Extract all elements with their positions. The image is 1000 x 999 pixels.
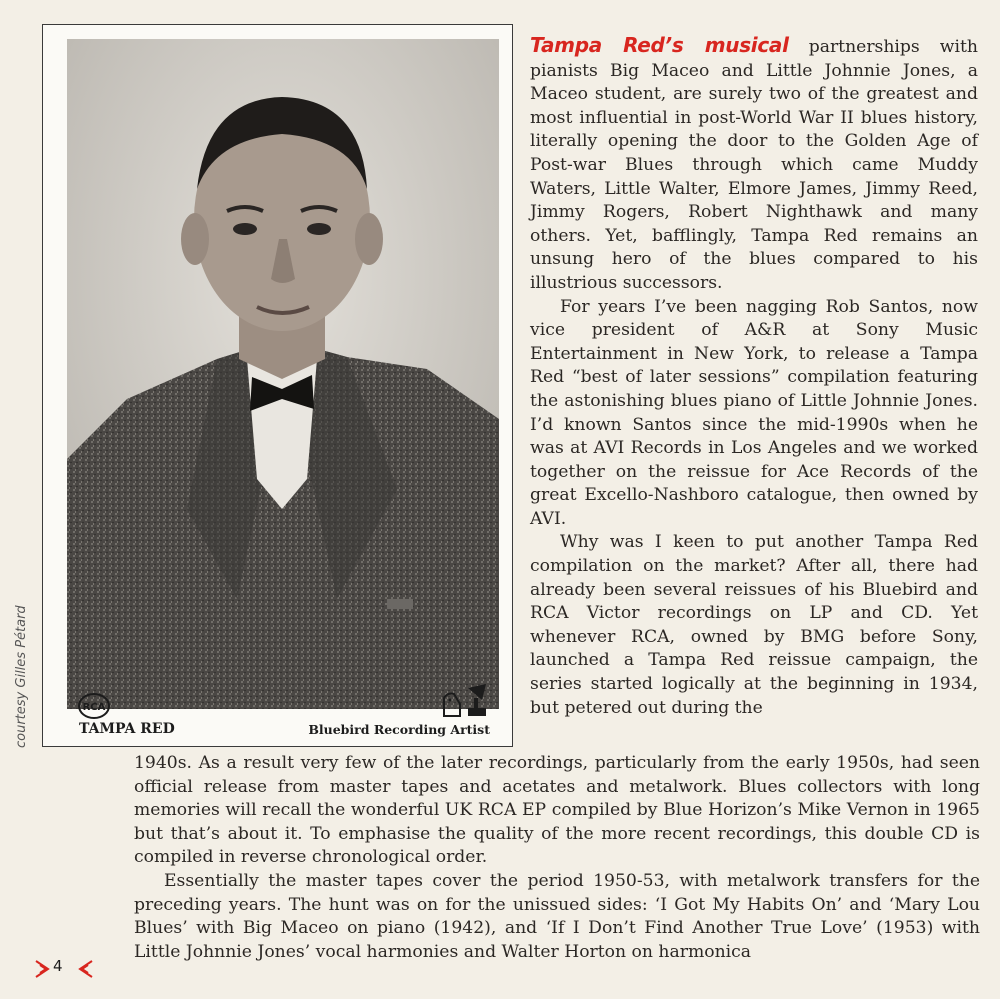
svg-text:RCA: RCA bbox=[82, 702, 106, 713]
photo-card bbox=[42, 24, 513, 747]
photo-credit: courtesy Gilles Pétard bbox=[14, 605, 29, 748]
portrait-photo bbox=[67, 39, 499, 709]
paragraph-1-text: partnerships with pianists Big Maceo and Little Johnnie Jones, a Maceo student, are surely two of the greatest and most influential in post-World War II blues history, literally opening the door to the Golden Age of Post-war Blues through which came Muddy Waters, Little Walter, Elmore James, Jimmy Reed, Jimmy Rogers, Robert Nighthawk and many others. Yet, bafflingly, Tampa Red remains an unsung hero of the blues compared to his illustrious successors. bbox=[530, 37, 978, 293]
article-paragraph-1 bbox=[530, 34, 978, 296]
lead-in: Tampa Red’s musical bbox=[530, 33, 789, 57]
article-column-full bbox=[134, 752, 980, 964]
article-paragraph-3-end: 1940s. As a result very few of the later recordings, particularly from the early 1950s, had seen official release from master tapes and acetates and metalwork. Blues collectors with long memories will recall the wonderful UK RCA EP compiled by Blue Horizon’s Mike Vernon in 1965 but that’s about it. To emphasise the quality of the more recent recordings, this double CD is compiled in reverse chronological order. bbox=[134, 753, 980, 868]
photo-caption-label: Bluebird Recording Artist bbox=[308, 722, 490, 737]
article-column-right bbox=[530, 34, 978, 720]
page-number-ornament-icon bbox=[34, 955, 94, 983]
page-number-value: 4 bbox=[53, 957, 63, 975]
photo-caption-name: TAMPA RED bbox=[79, 721, 175, 737]
article-paragraph-3-start: Why was I keen to put another Tampa Red compilation on the market? After all, there had already been several reissues of his Bluebird and RCA Victor recordings on LP and CD. Yet whenever RCA, owned by BMG before Sony, launched a Tampa Red reissue campaign, the series started logically at the beginning in 1934, but petered out during the bbox=[530, 532, 978, 718]
dog-and-gramophone-icon bbox=[438, 684, 490, 718]
page-number bbox=[34, 955, 94, 983]
article-paragraph-4: Essentially the master tapes cover the period 1950-53, with metalwork transfers for the preceding years. The hunt was on for the unissued sides: ‘I Got My Habits On’ and ‘Mary Lou Blues’ with Big Maceo on piano (1942), and ‘If I Don’t Find Another True Love’ (1953) with Little Johnnie Jones’ vocal harmonies and Walter Horton on harmonica bbox=[134, 870, 980, 962]
article-paragraph-2: For years I’ve been nagging Rob Santos, now vice president of A&R at Sony Music Entertainment in New York, to release a Tampa Red “best of later sessions” compilation featuring the astonishing blues piano of Little Johnnie Jones. I’d known Santos since the mid-1990s when he was at AVI Records in Los Angeles and we worked together on the reissue for Ace Records of the great Excello-Nashboro catalogue, then owned by AVI. bbox=[530, 296, 978, 529]
rca-logo-icon bbox=[77, 692, 111, 720]
